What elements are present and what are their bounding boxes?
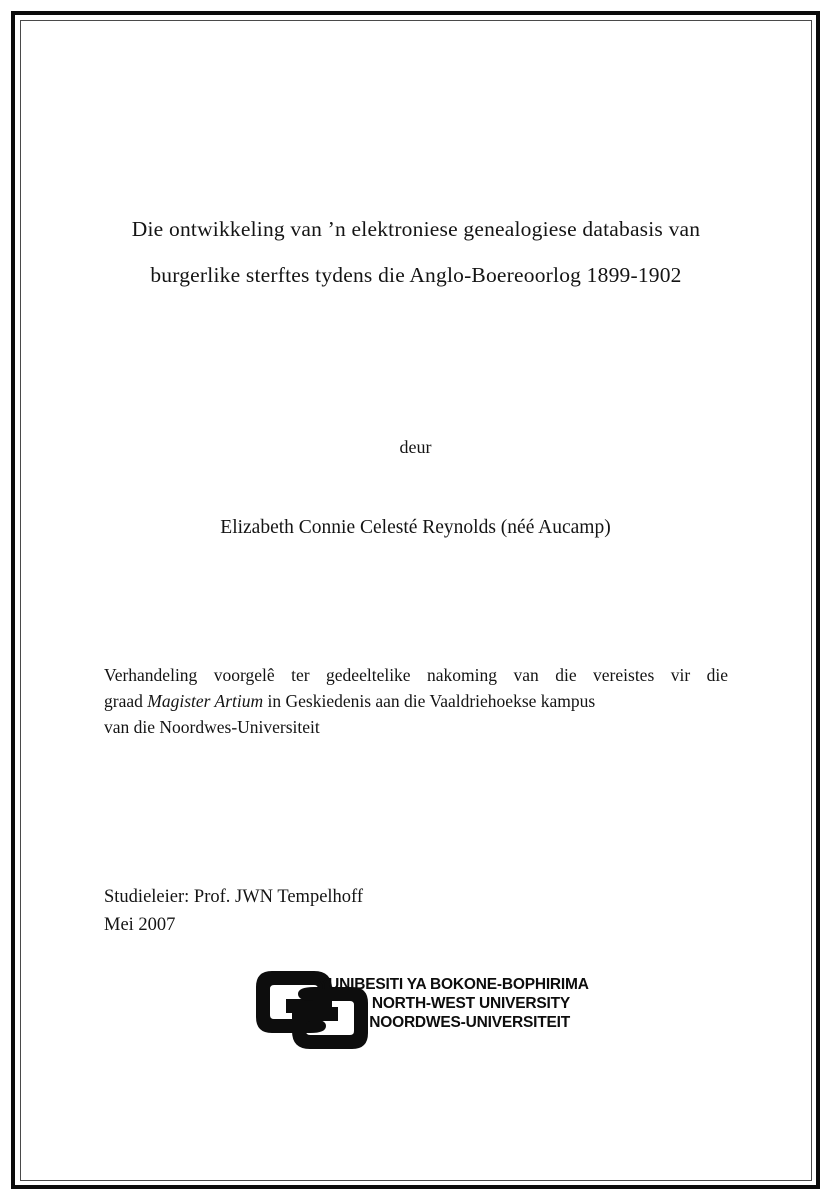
submission-line1: Verhandeling voorgelê ter gedeeltelike nakoming van die vereistes vir die xyxy=(104,665,728,685)
logo-text-english: NORTH-WEST UNIVERSITY xyxy=(371,995,570,1012)
submission-line3: van die Noordwes-Universiteit xyxy=(104,717,320,737)
thesis-title xyxy=(80,206,752,298)
logo-text-afrikaans: NOORDWES-UNIVERSITEIT xyxy=(369,1014,570,1031)
submission-line2-post: in Geskiedenis aan die Vaaldriehoekse kampus xyxy=(263,691,596,711)
supervisor-block xyxy=(104,883,604,939)
submission-line2-pre: graad xyxy=(104,691,148,711)
byline-label: deur xyxy=(399,437,432,457)
supervisor-line: Studieleier: Prof. JWN Tempelhoff xyxy=(104,887,364,907)
logo-text-setswana: YUNIBESITI YA BOKONE-BOPHIRIMA xyxy=(318,976,589,993)
author-name: Elizabeth Connie Celesté Reynolds (néé Aucamp) xyxy=(220,517,611,538)
university-logo-text xyxy=(318,975,589,1032)
university-logo xyxy=(256,966,589,1056)
thesis-title-line1: Die ontwikkeling van ’n elektroniese genealogiese databasis van xyxy=(131,217,701,241)
submission-statement xyxy=(104,662,728,740)
thesis-title-line2: burgerlike sterftes tydens die Anglo-Boereoorlog 1899-1902 xyxy=(150,263,682,287)
degree-name: Magister Artium xyxy=(147,691,264,711)
date-line: Mei 2007 xyxy=(104,915,176,935)
submission-line2 xyxy=(104,688,728,714)
